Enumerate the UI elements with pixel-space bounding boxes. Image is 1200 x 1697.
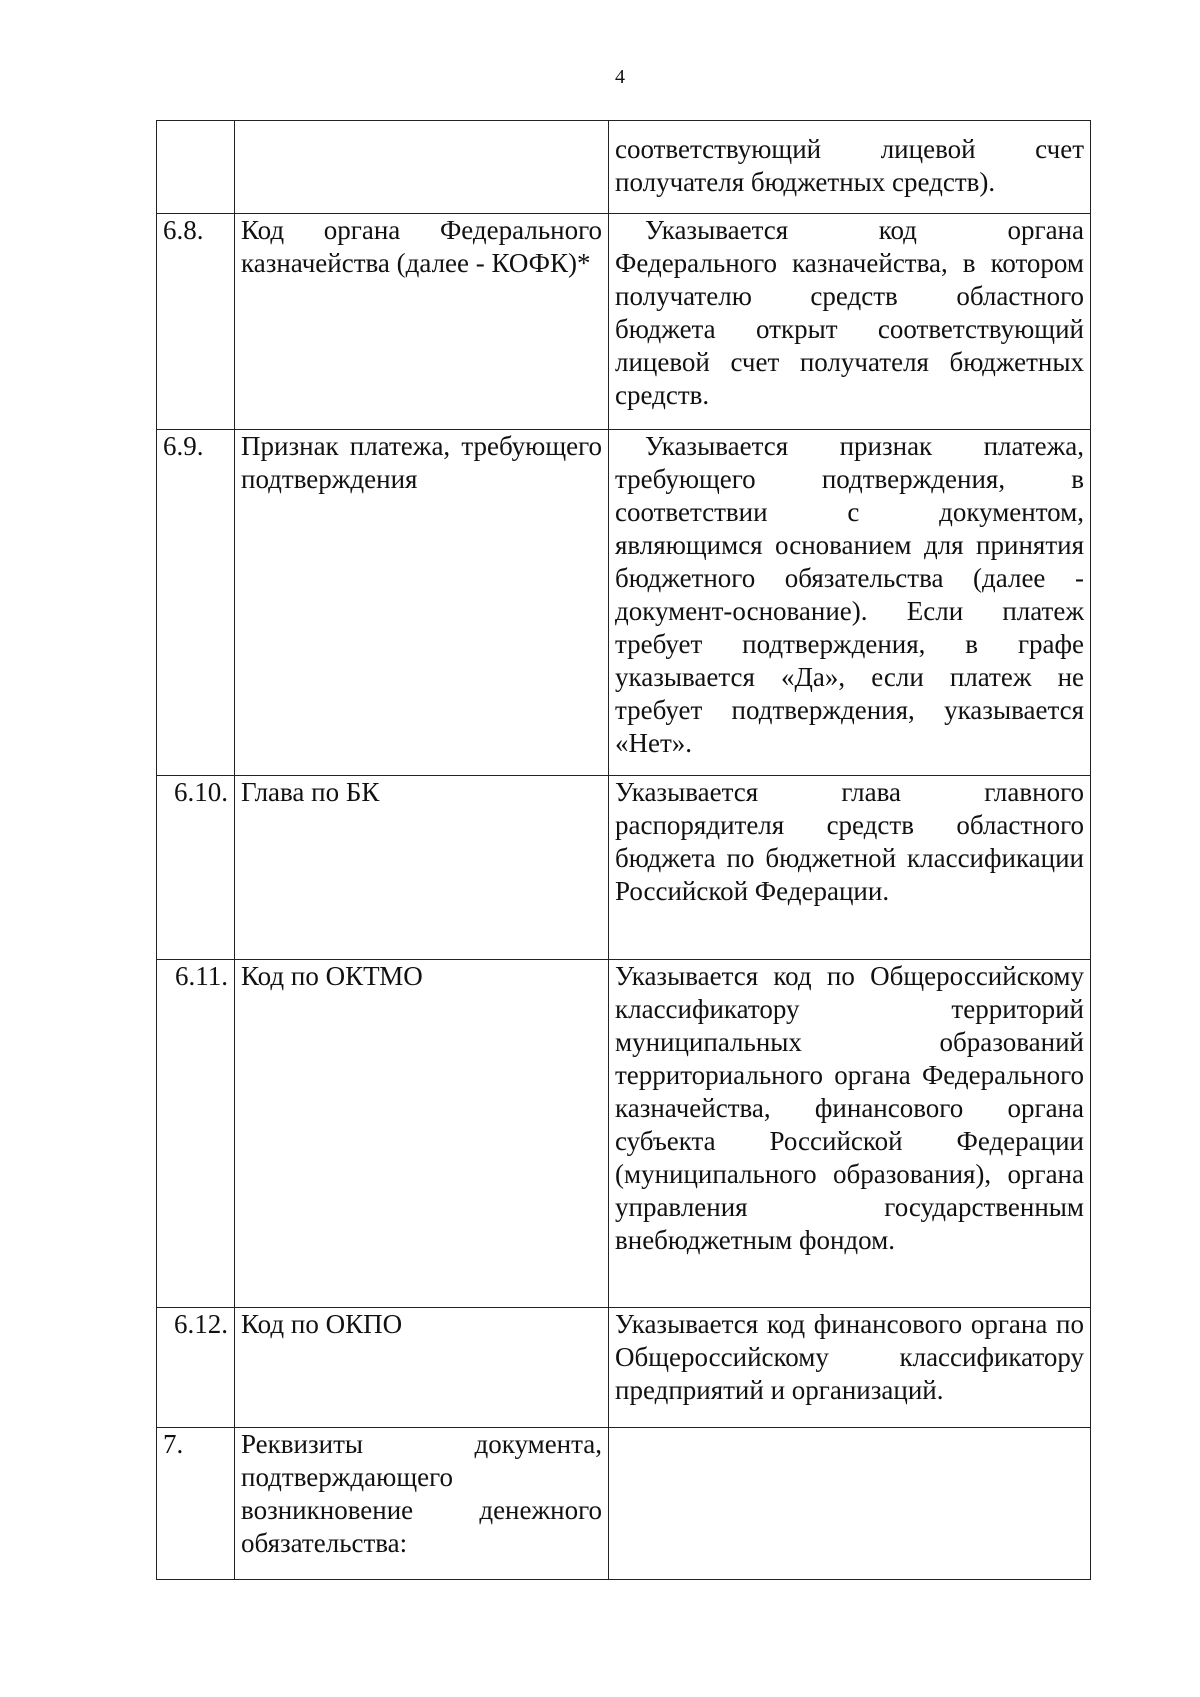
row-number: [157, 121, 235, 214]
table-row: [157, 960, 1091, 1308]
row-name: Код органа Федерального казначейства (далее - КОФК)*: [235, 214, 609, 430]
table-row: [157, 214, 1091, 430]
row-name: Код по ОКПО: [235, 1308, 609, 1428]
row-name: Реквизиты документа, подтверждающего возникновение денежного обязательства:: [235, 1428, 609, 1580]
row-number: 6.12.: [157, 1308, 235, 1428]
row-name: [235, 121, 609, 214]
table-row: [157, 121, 1091, 214]
requisites-table: [156, 120, 1091, 1580]
row-number: 6.10.: [157, 776, 235, 960]
row-description: Указывается признак платежа, требующего подтверждения, в соответствии с документом, являющимся основанием для принятия бюджетного обязательства (далее - документ-основание). Если платеж требует подтверждения, в графе указывается «Да», если платеж не требует подтверждения, указывается «Нет».: [609, 430, 1091, 776]
row-description: соответствующий лицевой счет получателя бюджетных средств).: [609, 121, 1091, 214]
row-name: Код по ОКТМО: [235, 960, 609, 1308]
row-name: Глава по БК: [235, 776, 609, 960]
table-row: [157, 1428, 1091, 1580]
table-row: [157, 1308, 1091, 1428]
row-number: 7.: [157, 1428, 235, 1580]
row-number: 6.8.: [157, 214, 235, 430]
row-description: Указывается глава главного распорядителя средств областного бюджета по бюджетной классификации Российской Федерации.: [609, 776, 1091, 960]
row-description: Указывается код органа Федерального казначейства, в котором получателю средств областного бюджета открыт соответствующий лицевой счет получателя бюджетных средств.: [609, 214, 1091, 430]
table-row: [157, 776, 1091, 960]
row-number: 6.9.: [157, 430, 235, 776]
page-number: 4: [615, 66, 625, 88]
row-name: Признак платежа, требующего подтверждения: [235, 430, 609, 776]
row-description: Указывается код по Общероссийскому классификатору территорий муниципальных образований территориального органа Федерального казначейства, финансового органа субъекта Российской Федерации (муниципального образования), органа управления государственным внебюджетным фондом.: [609, 960, 1091, 1308]
row-number: 6.11.: [157, 960, 235, 1308]
row-description: Указывается код финансового органа по Общероссийскому классификатору предприятий и организаций.: [609, 1308, 1091, 1428]
row-description: [609, 1428, 1091, 1580]
table-row: [157, 430, 1091, 776]
